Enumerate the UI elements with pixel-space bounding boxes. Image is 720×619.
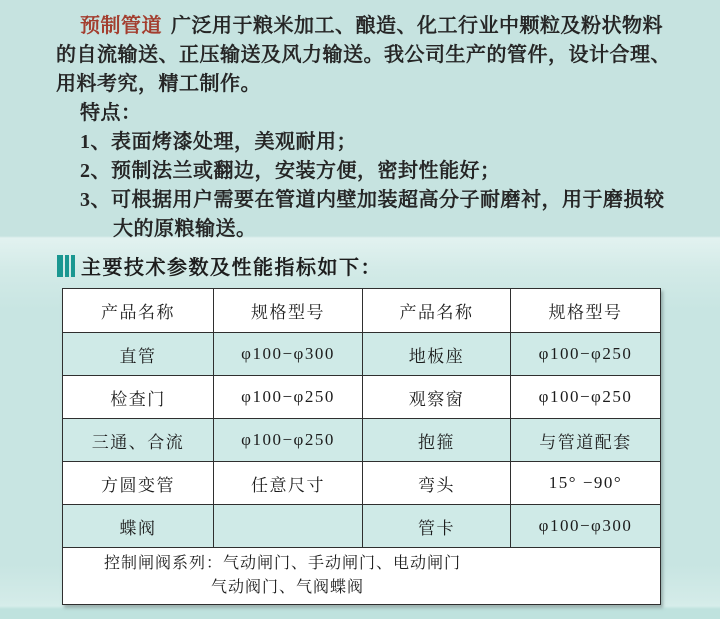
spec-cell: [214, 505, 363, 548]
intro-line: 的自流输送、正压输送及风力输送。我公司生产的管件，设计合理、: [56, 44, 671, 66]
params-table-container: [62, 288, 661, 605]
product-name-cell: 弯头: [363, 462, 511, 505]
table-row: [63, 419, 661, 462]
section-marker-icon: [57, 255, 75, 277]
product-name-highlight: 预制管道: [80, 15, 162, 37]
table-footer-row: [63, 548, 661, 605]
table-row: [63, 333, 661, 376]
spec-cell: 15° −90°: [511, 462, 661, 505]
intro-line-text: 广泛用于粮米加工、酿造、化工行业中颗粒及粉状物料: [171, 15, 663, 37]
table-row: [63, 462, 661, 505]
footer-label: 控制闸阀系列：: [104, 555, 224, 572]
spec-cell: 任意尺寸: [214, 462, 363, 505]
spec-cell: φ100−φ300: [511, 505, 661, 548]
features-title: 特点：: [80, 102, 142, 124]
section-header: [57, 251, 382, 280]
product-name-cell: 直管: [63, 333, 214, 376]
product-name-cell: 方圆变管: [63, 462, 214, 505]
spec-cell: 与管道配套: [511, 419, 661, 462]
table-header-row: [63, 289, 661, 333]
product-name-cell: 地板座: [363, 333, 511, 376]
intro-line: 用料考究，精工制作。: [56, 73, 261, 95]
product-name-cell: 三通、合流: [63, 419, 214, 462]
footer-line2: 气动阀门、气阀蝶阀: [211, 579, 365, 596]
header-cell-product-name: 产品名称: [363, 289, 511, 333]
footer-note: [64, 552, 659, 600]
spec-cell: φ100−φ250: [214, 376, 363, 419]
product-name-cell: 观察窗: [363, 376, 511, 419]
product-name-cell: 抱箍: [363, 419, 511, 462]
product-name-cell: 检查门: [63, 376, 214, 419]
feature-item: 1、表面烤漆处理，美观耐用；: [80, 131, 357, 153]
product-name-cell: 蝶阀: [63, 505, 214, 548]
spec-cell: φ100−φ300: [214, 333, 363, 376]
params-table: [62, 288, 661, 605]
header-cell-product-name: 产品名称: [63, 289, 214, 333]
feature-item-continuation: 大的原粮输送。: [113, 218, 257, 240]
intro-paragraph: [56, 12, 671, 244]
spec-cell: φ100−φ250: [511, 333, 661, 376]
spec-cell: φ100−φ250: [511, 376, 661, 419]
table-row: [63, 376, 661, 419]
intro-line: [80, 12, 671, 41]
header-cell-spec-model: 规格型号: [511, 289, 661, 333]
header-cell-spec-model: 规格型号: [214, 289, 363, 333]
footer-note-cell: [63, 548, 661, 605]
table-row: [63, 505, 661, 548]
footer-line1: 气动闸门、手动闸门、电动闸门: [223, 555, 462, 572]
section-title: 主要技术参数及性能指标如下：: [81, 257, 382, 279]
feature-item: 3、可根据用户需要在管道内壁加装超高分子耐磨衬，用于磨损较: [80, 189, 665, 211]
product-name-cell: 管卡: [363, 505, 511, 548]
spec-cell: φ100−φ250: [214, 419, 363, 462]
feature-item: 2、预制法兰或翻边，安装方便，密封性能好；: [80, 160, 501, 182]
